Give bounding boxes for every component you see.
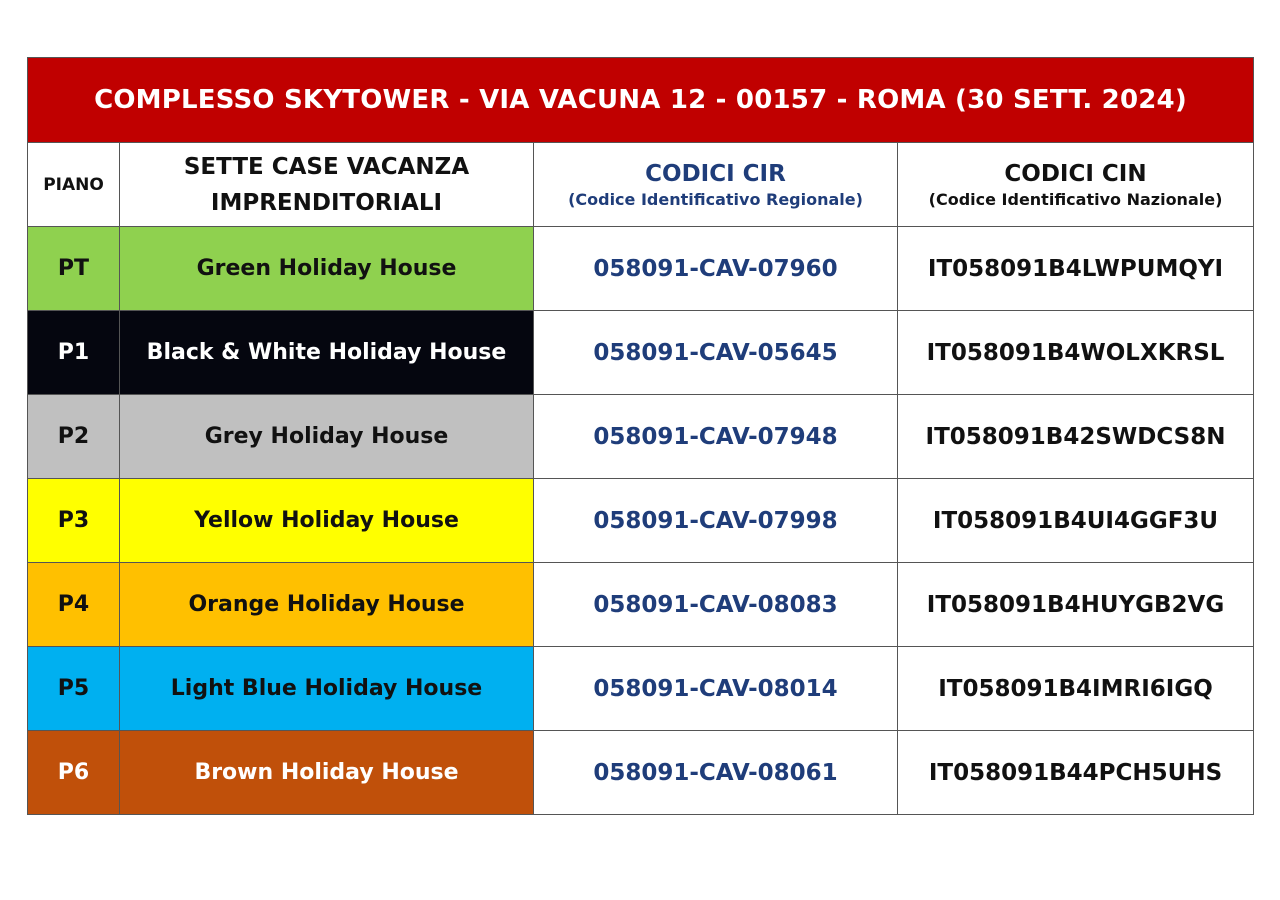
floor-cell: P1 <box>28 311 120 395</box>
floor-cell: P3 <box>28 479 120 563</box>
floor-cell: P4 <box>28 563 120 647</box>
table-row <box>28 227 1254 311</box>
cir-code-cell: 058091-CAV-08061 <box>534 731 898 815</box>
cir-code-cell: 058091-CAV-07960 <box>534 227 898 311</box>
table-row <box>28 479 1254 563</box>
cin-code-cell: IT058091B4LWPUMQYI <box>898 227 1254 311</box>
floor-cell: P5 <box>28 647 120 731</box>
house-name-cell: Orange Holiday House <box>120 563 534 647</box>
house-name-cell: Grey Holiday House <box>120 395 534 479</box>
house-name-cell: Yellow Holiday House <box>120 479 534 563</box>
cin-code-cell: IT058091B4IMRI6IGQ <box>898 647 1254 731</box>
cir-code-cell: 058091-CAV-05645 <box>534 311 898 395</box>
table-row <box>28 395 1254 479</box>
header-row <box>28 143 1254 227</box>
table-row <box>28 647 1254 731</box>
table-row <box>28 731 1254 815</box>
floor-cell: PT <box>28 227 120 311</box>
cir-code-cell: 058091-CAV-08014 <box>534 647 898 731</box>
header-houses <box>120 143 534 227</box>
floor-cell: P6 <box>28 731 120 815</box>
holiday-houses-table <box>27 57 1254 815</box>
cin-code-cell: IT058091B4WOLXKRSL <box>898 311 1254 395</box>
floor-cell: P2 <box>28 395 120 479</box>
header-cir-title: CODICI CIR <box>645 160 786 187</box>
cin-code-cell: IT058091B4HUYGB2VG <box>898 563 1254 647</box>
header-piano: PIANO <box>28 143 120 227</box>
house-name-cell: Black & White Holiday House <box>120 311 534 395</box>
holiday-houses-sheet <box>27 57 1253 817</box>
header-cir <box>534 143 898 227</box>
cir-code-cell: 058091-CAV-07998 <box>534 479 898 563</box>
cir-code-cell: 058091-CAV-08083 <box>534 563 898 647</box>
header-cin <box>898 143 1254 227</box>
header-houses-line1: SETTE CASE VACANZA <box>183 153 470 180</box>
header-cin-subtitle: (Codice Identificativo Nazionale) <box>928 189 1223 209</box>
header-cin-title: CODICI CIN <box>1004 160 1147 187</box>
cin-code-cell: IT058091B4UI4GGF3U <box>898 479 1254 563</box>
table-row <box>28 311 1254 395</box>
house-name-cell: Green Holiday House <box>120 227 534 311</box>
table-title: COMPLESSO SKYTOWER - VIA VACUNA 12 - 00157 - ROMA (30 SETT. 2024) <box>28 58 1254 143</box>
header-cir-subtitle: (Codice Identificativo Regionale) <box>568 189 863 209</box>
cin-code-cell: IT058091B44PCH5UHS <box>898 731 1254 815</box>
cin-code-cell: IT058091B42SWDCS8N <box>898 395 1254 479</box>
house-name-cell: Light Blue Holiday House <box>120 647 534 731</box>
header-houses-line2: IMPRENDITORIALI <box>210 189 443 216</box>
house-name-cell: Brown Holiday House <box>120 731 534 815</box>
table-row <box>28 563 1254 647</box>
cir-code-cell: 058091-CAV-07948 <box>534 395 898 479</box>
